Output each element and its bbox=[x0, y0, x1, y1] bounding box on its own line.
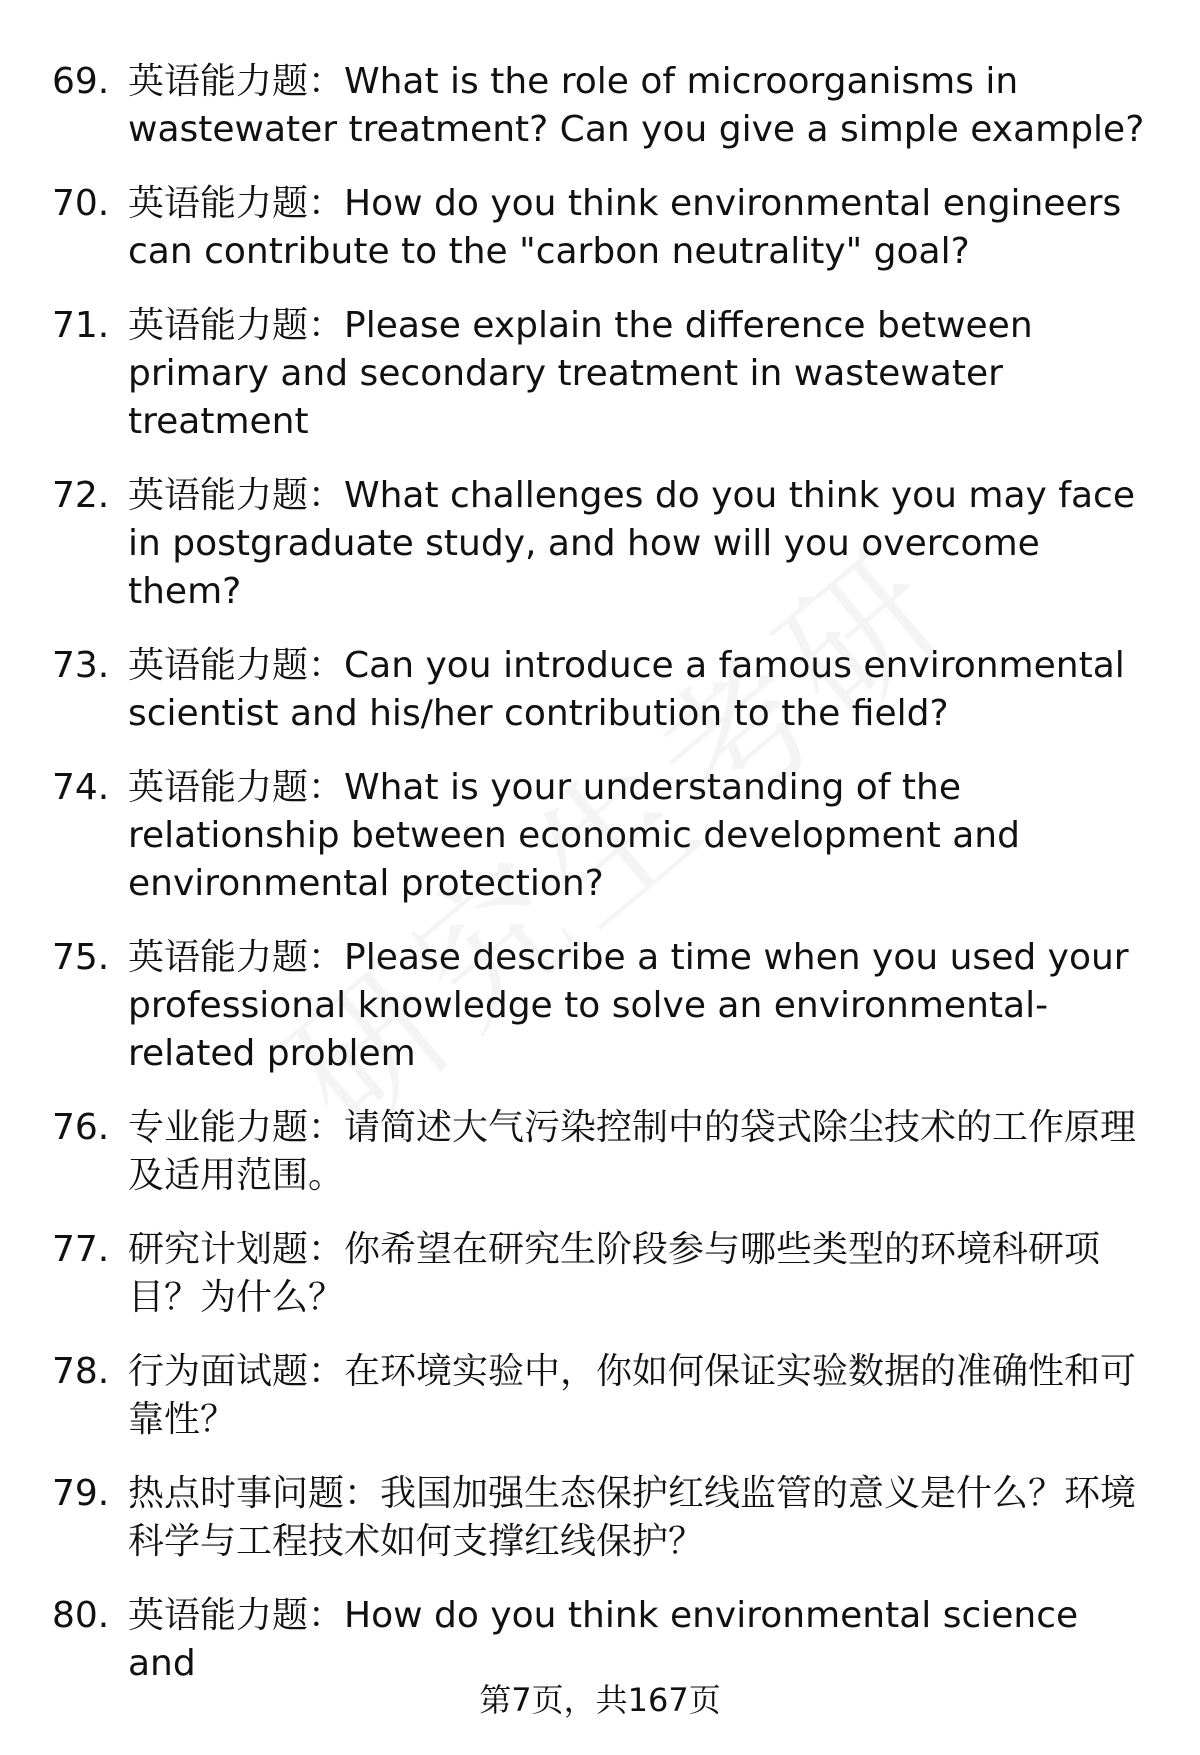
question-number: 76. bbox=[52, 1107, 110, 1148]
question-item bbox=[52, 1226, 1157, 1322]
question-body bbox=[128, 1104, 1157, 1200]
question-body bbox=[128, 642, 1157, 738]
question-body bbox=[128, 180, 1157, 276]
question-body bbox=[128, 764, 1157, 908]
question-body bbox=[128, 1348, 1157, 1444]
question-item bbox=[52, 472, 1157, 616]
question-number: 74. bbox=[52, 767, 110, 808]
question-category: 英语能力题： bbox=[128, 61, 345, 102]
question-text: 你希望在研究生阶段参与哪些类型的环境科研项目？为什么？ bbox=[128, 1229, 1101, 1318]
question-category: 行为面试题： bbox=[128, 1351, 345, 1392]
question-number: 79. bbox=[52, 1473, 110, 1514]
question-category: 专业能力题： bbox=[128, 1107, 345, 1148]
question-item bbox=[52, 180, 1157, 276]
question-text: How do you think environmental science and bbox=[128, 1595, 1079, 1684]
question-item bbox=[52, 1348, 1157, 1444]
question-category: 英语能力题： bbox=[128, 767, 345, 808]
question-number: 69. bbox=[52, 61, 110, 102]
question-text: 我国加强生态保护红线监管的意义是什么？环境科学与工程技术如何支撑红线保护？ bbox=[128, 1473, 1137, 1562]
question-number: 75. bbox=[52, 937, 110, 978]
question-item bbox=[52, 642, 1157, 738]
question-category: 英语能力题： bbox=[128, 937, 345, 978]
question-text: What challenges do you think you may face in postgraduate study, and how will you overcome them? bbox=[128, 475, 1135, 612]
question-number: 78. bbox=[52, 1351, 110, 1392]
question-item bbox=[52, 764, 1157, 908]
question-text: What is the role of microorganisms in wastewater treatment? Can you give a simple example? bbox=[128, 61, 1145, 150]
question-body bbox=[128, 934, 1157, 1078]
question-category: 英语能力题： bbox=[128, 183, 345, 224]
question-item bbox=[52, 1470, 1157, 1566]
question-category: 英语能力题： bbox=[128, 475, 345, 516]
question-body bbox=[128, 472, 1157, 616]
question-text: 请简述大气污染控制中的袋式除尘技术的工作原理及适用范围。 bbox=[128, 1107, 1137, 1196]
question-number: 70. bbox=[52, 183, 110, 224]
question-text: What is your understanding of the relationship between economic development and environmental protection? bbox=[128, 767, 1020, 904]
question-body bbox=[128, 1226, 1157, 1322]
question-text: Please explain the difference between primary and secondary treatment in wastewater treatment bbox=[128, 305, 1033, 442]
question-item bbox=[52, 1592, 1157, 1688]
question-category: 研究计划题： bbox=[128, 1229, 345, 1270]
question-text: 在环境实验中，你如何保证实验数据的准确性和可靠性？ bbox=[128, 1351, 1137, 1440]
question-text: Can you introduce a famous environmental scientist and his/her contribution to the field? bbox=[128, 645, 1125, 734]
question-item bbox=[52, 1104, 1157, 1200]
question-text: How do you think environmental engineers can contribute to the "carbon neutrality" goal? bbox=[128, 183, 1122, 272]
question-category: 热点时事问题： bbox=[128, 1473, 381, 1514]
question-number: 80. bbox=[52, 1595, 110, 1636]
question-number: 77. bbox=[52, 1229, 110, 1270]
page-number-footer: 第7页，共167页 bbox=[479, 1681, 721, 1719]
question-item bbox=[52, 302, 1157, 446]
question-body bbox=[128, 302, 1157, 446]
question-number: 72. bbox=[52, 475, 110, 516]
question-category: 英语能力题： bbox=[128, 1595, 345, 1636]
question-item bbox=[52, 934, 1157, 1078]
question-category: 英语能力题： bbox=[128, 645, 345, 686]
question-body bbox=[128, 1592, 1157, 1688]
question-category: 英语能力题： bbox=[128, 305, 345, 346]
question-body bbox=[128, 1470, 1157, 1566]
question-text: Please describe a time when you used your professional knowledge to solve an environmental-related problem bbox=[128, 937, 1129, 1074]
question-number: 71. bbox=[52, 305, 110, 346]
question-list bbox=[52, 58, 1157, 1714]
question-body bbox=[128, 58, 1157, 154]
question-number: 73. bbox=[52, 645, 110, 686]
question-item bbox=[52, 58, 1157, 154]
